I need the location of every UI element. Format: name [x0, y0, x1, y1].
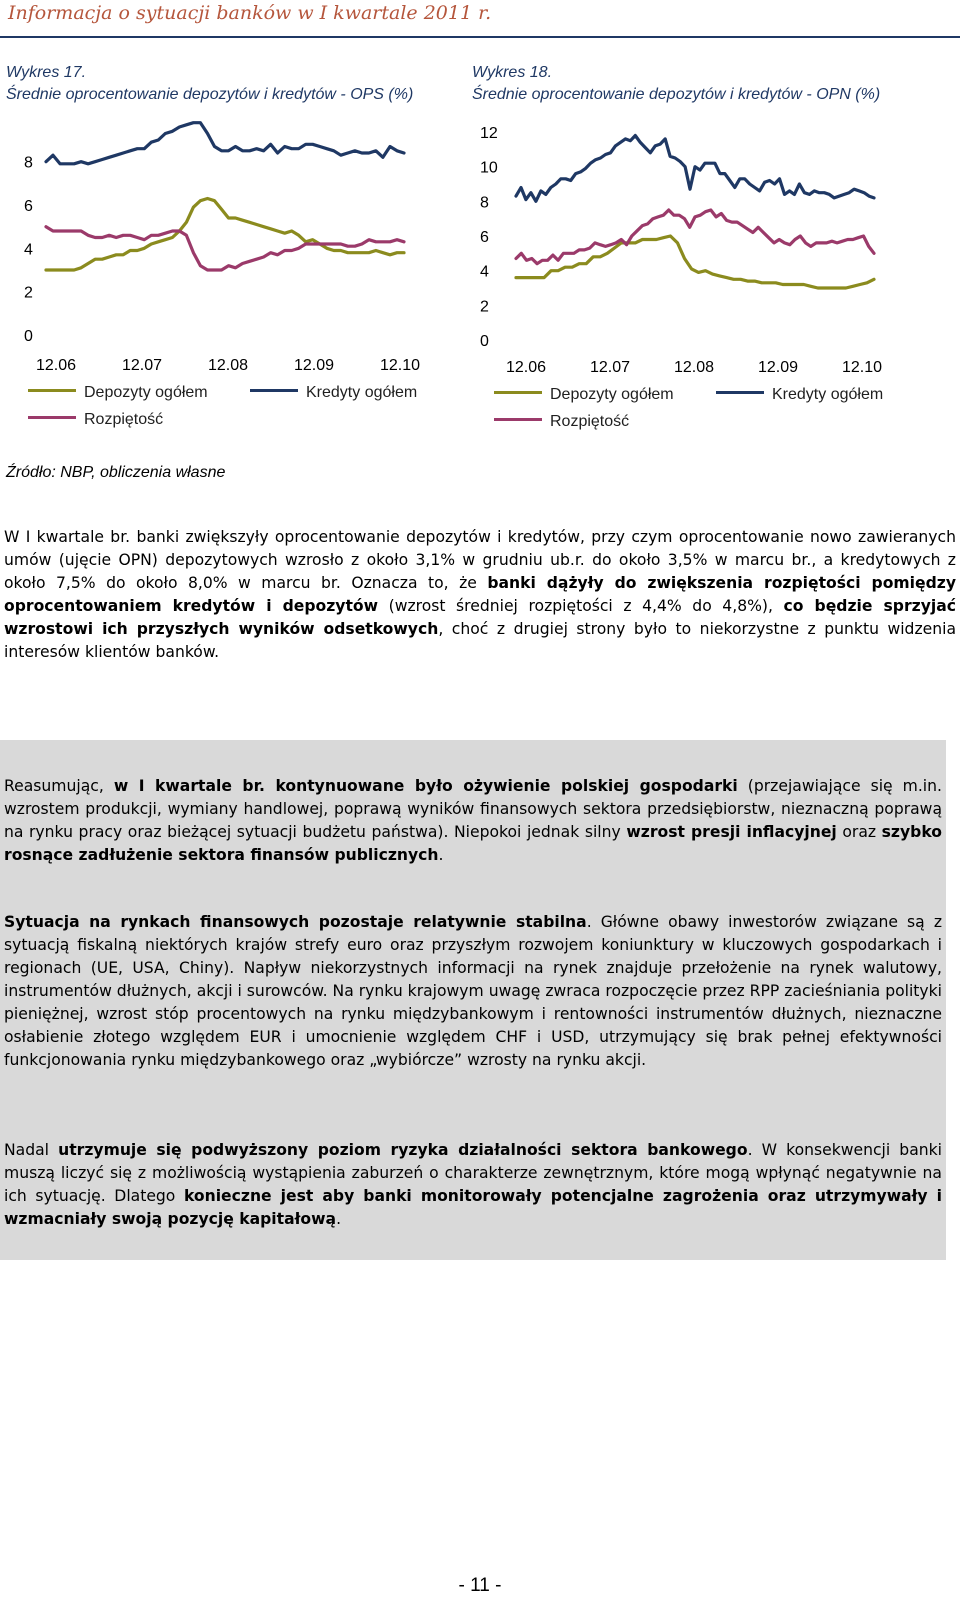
page-number: - 11 - [458, 1575, 502, 1596]
y-tick-label: 8 [24, 154, 33, 172]
chart18-title: Średnie oprocentowanie depozytów i kredytów - OPN (%) [472, 86, 881, 103]
bold-run: utrzymuje się podwyższony poziom ryzyka działalności sektora bankowego [58, 1141, 748, 1159]
bold-run: banki dążyły do zwiększenia rozpiętości pomiędzy oprocentowaniem kredytów i depozytów [4, 574, 957, 615]
legend-item-depozyty [494, 386, 674, 404]
x-tick-label: 12.10 [379, 357, 421, 374]
bold-run: Sytuacja na rynkach finansowych pozostaje relatywnie stabilna [4, 913, 587, 931]
header-rule [0, 36, 960, 38]
text-run: . [438, 846, 444, 864]
text-run: Reasumując, [4, 777, 114, 795]
paragraph-deposit-rates [4, 526, 956, 664]
series-line-1 [516, 136, 874, 202]
chart18-caption [472, 62, 880, 106]
y-tick-label: 2 [480, 298, 489, 316]
legend-item-rozpietosc [28, 411, 163, 429]
legend-item-kredyty [250, 384, 417, 402]
chart18-legend [494, 386, 914, 446]
series-line-2 [46, 227, 404, 270]
x-tick-label: 12.06 [505, 359, 547, 376]
series-line-1 [46, 123, 404, 164]
legend-item-kredyty [716, 386, 883, 404]
paragraph-summary [4, 775, 942, 867]
series-line-2 [516, 210, 874, 264]
x-tick-label: 12.08 [207, 357, 249, 374]
y-tick-label: 6 [480, 229, 489, 246]
text-run: . Główne obawy inwestorów związane są z sytuacją fiskalną niektórych krajów strefy euro oraz przyszłym rozwojem koniunktury w kluczowych gospodarkach i regionach (UE, USA, Chiny). Napływ niekorzystnych informacji na rynek znajduje przełożenie na rynek walutowy, instrumentów dłużnych, akcji i surowców. Na rynku krajowym uwagę zwraca rozpoczęcie przez RPP zacieśniania polityki pieniężnej, wzrost stóp procentowych na rynku międzybankowym i rentowności instrumentów dłużnych, nieznaczne osłabienie złotego względem EUR i umocnienie względem CHF i USD, utrzymujący się brak pełnej efektywności funkcjonowania rynku międzybankowego oraz „wybiórcze” wzrosty na rynku akcji. [4, 913, 943, 1069]
running-header: Informacja o sytuacji banków w I kwartale 2011 r. [8, 2, 492, 24]
y-tick-label: 8 [480, 194, 489, 212]
x-tick-label: 12.09 [293, 357, 335, 374]
legend-swatch-rozpietosc [28, 416, 76, 419]
text-run: oraz [836, 823, 882, 841]
chart17-caption [6, 62, 413, 106]
y-tick-label: 12 [480, 125, 498, 142]
paragraph-financial-markets [4, 911, 942, 1072]
chart17-legend [28, 384, 448, 444]
x-tick-label: 12.07 [589, 359, 631, 376]
legend-item-rozpietosc [494, 413, 629, 431]
y-tick-label: 10 [480, 159, 498, 177]
y-tick-label: 4 [24, 241, 33, 259]
chart18-plot [470, 120, 910, 382]
legend-label-rozpietosc: Rozpiętość [84, 411, 164, 428]
text-run: . W konsekwencji banki muszą liczyć się z możliwością wystąpienia zaburzeń o charakterze zewnętrznym, które mogą wpłynąć negatywnie na ich sytuację. Dlatego [4, 1141, 942, 1205]
legend-label-kredyty: Kredyty ogółem [306, 384, 418, 401]
y-tick-label: 0 [480, 333, 489, 350]
chart17-title: Średnie oprocentowanie depozytów i kredytów - OPS (%) [6, 86, 414, 103]
legend-label-rozpietosc: Rozpiętość [550, 413, 630, 430]
text-run: (wzrost średniej rozpiętości z 4,4% do 4,8%), [378, 597, 784, 615]
source-note: Źródło: NBP, obliczenia własne [6, 464, 226, 481]
text-run: W I kwartale br. banki zwiększyły oprocentowanie depozytów i kredytów, przy czym oprocentowanie nowo zawieranych umów (ujęcie OPN) depozytowych wzrosło z około 3,1% w grudniu ub.r. do około 3,5% w marcu br., a kredytowych z około 7,5% do około 8,0% w marcu br. Oznacza to, że [4, 528, 956, 592]
y-tick-label: 6 [24, 198, 33, 215]
legend-swatch-depozyty [28, 389, 76, 392]
bold-run: w I kwartale br. kontynuowane było ożywienie polskiej gospodarki [113, 777, 738, 795]
bold-run: co będzie sprzyjać wzrostowi ich przyszłych wyników odsetkowych [4, 597, 956, 638]
legend-swatch-rozpietosc [494, 418, 542, 421]
text-run: . [336, 1210, 342, 1228]
legend-item-depozyty [28, 384, 208, 402]
legend-label-kredyty: Kredyty ogółem [772, 386, 884, 403]
legend-swatch-kredyty [716, 391, 764, 394]
bold-run: szybko rosnące zadłużenie sektora finansów publicznych [4, 823, 942, 864]
chart17-plot [0, 120, 440, 380]
y-tick-label: 4 [480, 263, 489, 281]
text-run: Nadal [4, 1141, 59, 1159]
bold-run: konieczne jest aby banki monitorowały potencjalne zagrożenia oraz utrzymywały i wzmacniały swoją pozycję kapitałową [4, 1187, 942, 1228]
bold-run: wzrost presji inflacyjnej [626, 823, 837, 841]
legend-swatch-depozyty [494, 391, 542, 394]
x-tick-label: 12.07 [121, 357, 163, 374]
chart17-label: Wykres 17. [6, 64, 87, 81]
x-tick-label: 12.08 [673, 359, 715, 376]
legend-label-depozyty: Depozyty ogółem [84, 384, 208, 401]
legend-swatch-kredyty [250, 389, 298, 392]
y-tick-label: 2 [24, 284, 33, 302]
x-tick-label: 12.10 [841, 359, 883, 376]
x-tick-label: 12.09 [757, 359, 799, 376]
legend-label-depozyty: Depozyty ogółem [550, 386, 674, 403]
text-run: (przejawiające się m.in. wzrostem produkcji, wymiany handlowej, poprawą wyników finansowych sektora przedsiębiorstw, nieznaczną poprawą na rynku pracy oraz bieżącej sytuacji budżetu państwa). Niepokoi jednak silny [4, 777, 942, 841]
series-line-0 [46, 199, 404, 271]
y-tick-label: 0 [24, 328, 33, 345]
chart18-label: Wykres 18. [472, 64, 553, 81]
paragraph-banking-risk [4, 1139, 942, 1231]
text-run: , choć z drugiej strony było to niekorzystne z punktu widzenia interesów klientów banków. [4, 620, 956, 661]
x-tick-label: 12.06 [35, 357, 77, 374]
